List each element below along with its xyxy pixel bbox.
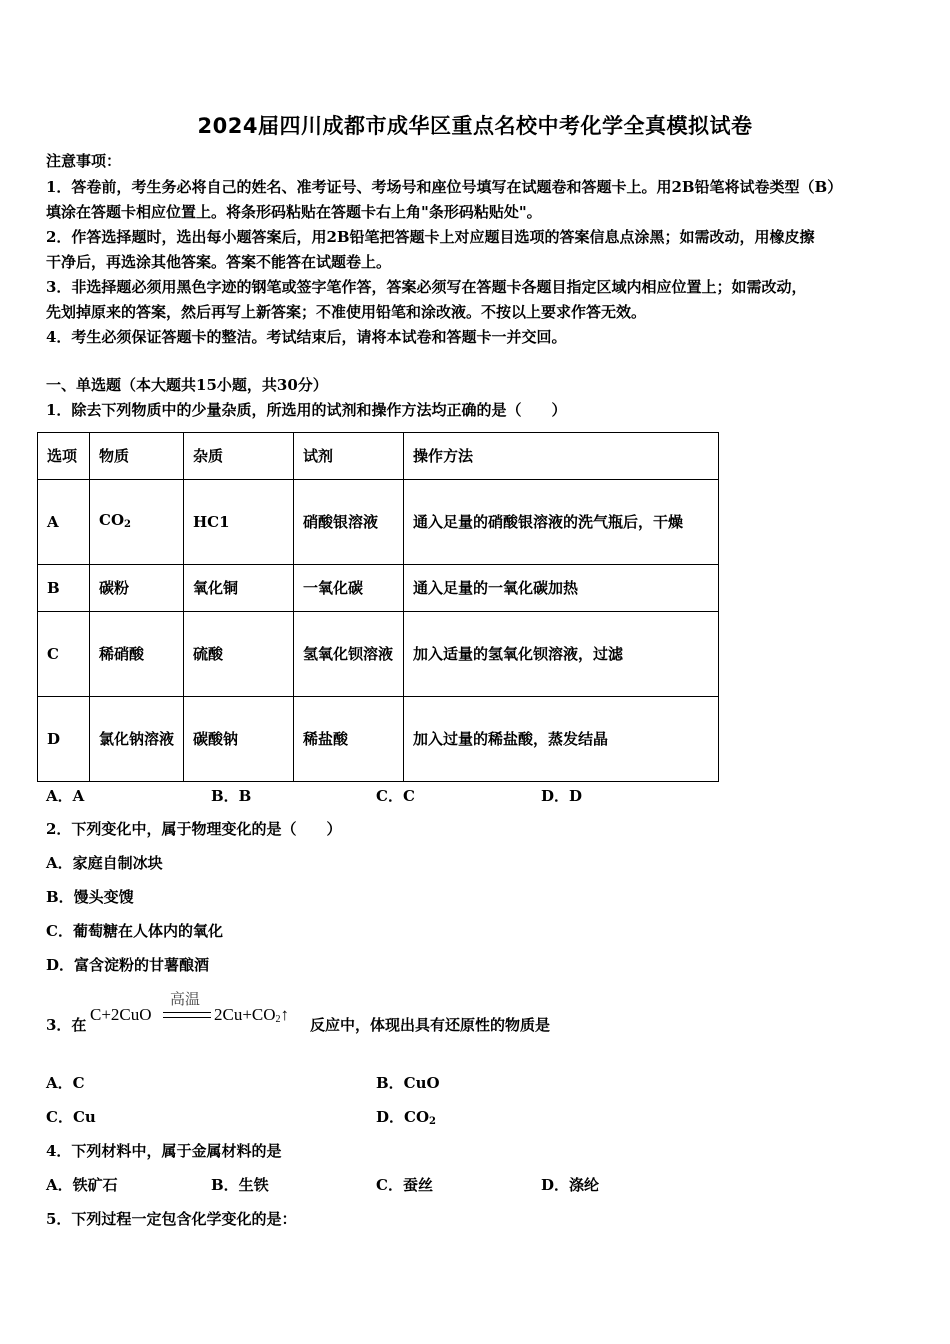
choice-d: D．涤纶 — [541, 1176, 600, 1194]
option-cell: A — [38, 480, 90, 565]
option-cell: B — [38, 565, 90, 612]
method-cell: 加入过量的稀盐酸，蒸发结晶 — [404, 697, 719, 782]
notice-heading: 注意事项： — [46, 152, 122, 170]
notice-line: 2．作答选择题时，选出每小题答案后，用2B铅笔把答题卡上对应题目选项的答案信息点涂黑；如需改动，用橡皮擦 — [46, 228, 815, 246]
question-4-stem: 4．下列材料中，属于金属材料的是 — [46, 1142, 282, 1160]
question-3-prefix: 3．在 — [46, 1016, 87, 1034]
table-row — [38, 697, 719, 782]
table-row — [38, 612, 719, 697]
choice-a: A．C — [46, 1074, 85, 1092]
notice-line: 干净后，再选涂其他答案。答案不能答在试题卷上。 — [46, 253, 392, 271]
subscript: 2 — [429, 1116, 436, 1127]
equation-right-text: 2Cu+CO — [214, 1005, 276, 1024]
notice-line: 填涂在答题卡相应位置上。将条形码粘贴在答题卡右上角"条形码粘贴处"。 — [46, 203, 542, 221]
section-heading: 一、单选题（本大题共15小题，共30分） — [46, 376, 328, 394]
option-cell: C — [38, 612, 90, 697]
substance-cell: 碳粉 — [90, 565, 184, 612]
choice-d: D．富含淀粉的甘薯酿酒 — [46, 956, 210, 974]
reagent-cell: 氢氧化钡溶液 — [294, 612, 404, 697]
notice-line: 4．考生必须保证答题卡的整洁。考试结束后，请将本试卷和答题卡一并交回。 — [46, 328, 567, 346]
notice-line: 1．答卷前，考生务必将自己的姓名、准考证号、考场号和座位号填写在试题卷和答题卡上。用2B铅笔将试卷类型（B） — [46, 178, 843, 196]
notice-line: 3．非选择题必须用黑色字迹的钢笔或签字笔作答，答案必须写在答题卡各题目指定区域内相应位置上；如需改动， — [46, 278, 807, 296]
choice-d-text: D．CO — [376, 1108, 430, 1126]
table-row — [38, 565, 719, 612]
table-header-row — [38, 433, 719, 480]
notice-line: 先划掉原来的答案，然后再写上新答案；不准使用铅笔和涂改液。不按以上要求作答无效。 — [46, 303, 647, 321]
choice-b: B．B — [211, 787, 252, 805]
substance-cell: 氯化钠溶液 — [90, 697, 184, 782]
equation-equals-sign — [163, 1012, 211, 1018]
question-3-suffix: 反应中，体现出具有还原性的物质是 — [310, 1016, 551, 1034]
impurity-cell: 硫酸 — [184, 612, 294, 697]
table-header-cell: 试剂 — [294, 433, 404, 480]
table-header-cell: 杂质 — [184, 433, 294, 480]
impurity-cell: HC1 — [184, 480, 294, 565]
method-cell: 通入足量的硝酸银溶液的洗气瓶后，干燥 — [404, 480, 719, 565]
choice-d — [376, 1107, 436, 1132]
choice-c: C．Cu — [46, 1108, 96, 1126]
option-cell: D — [38, 697, 90, 782]
method-cell: 通入足量的一氧化碳加热 — [404, 565, 719, 612]
reagent-cell: 一氧化碳 — [294, 565, 404, 612]
table-header-cell: 操作方法 — [404, 433, 719, 480]
choice-b: B．馒头变馊 — [46, 888, 134, 906]
choice-c: C．C — [376, 787, 415, 805]
equation-left: C+2CuO — [90, 1005, 152, 1024]
substance-cell — [90, 480, 184, 565]
choice-b: B．生铁 — [211, 1176, 269, 1194]
method-cell: 加入适量的氢氧化钡溶液，过滤 — [404, 612, 719, 697]
equation-right — [214, 1005, 289, 1025]
choice-c: C．蚕丝 — [376, 1176, 433, 1194]
reagent-cell: 硝酸银溶液 — [294, 480, 404, 565]
choice-a: A．A — [46, 787, 85, 805]
question-1-stem: 1．除去下列物质中的少量杂质，所选用的试剂和操作方法均正确的是（ ） — [46, 401, 567, 419]
choice-d: D．D — [541, 787, 583, 805]
equation-condition: 高温 — [170, 992, 201, 1008]
substance-text: CO — [99, 510, 125, 529]
choice-a: A．铁矿石 — [46, 1176, 118, 1194]
subscript: 2 — [275, 1014, 281, 1025]
question-5-stem: 5．下列过程一定包含化学变化的是： — [46, 1210, 297, 1228]
table-header-cell: 物质 — [90, 433, 184, 480]
page-title: 2024届四川成都市成华区重点名校中考化学全真模拟试卷 — [197, 114, 753, 138]
impurity-cell: 氧化铜 — [184, 565, 294, 612]
choice-a: A．家庭自制冰块 — [46, 854, 163, 872]
subscript: 2 — [124, 518, 131, 530]
table-row — [38, 480, 719, 565]
question-1-table — [37, 432, 719, 782]
question-2-stem: 2．下列变化中，属于物理变化的是（ ） — [46, 820, 342, 838]
choice-c: C．葡萄糖在人体内的氧化 — [46, 922, 223, 940]
choice-b: B．CuO — [376, 1074, 440, 1092]
gas-arrow: ↑ — [280, 1005, 290, 1024]
reagent-cell: 稀盐酸 — [294, 697, 404, 782]
table-header-cell: 选项 — [38, 433, 90, 480]
substance-cell: 稀硝酸 — [90, 612, 184, 697]
impurity-cell: 碳酸钠 — [184, 697, 294, 782]
